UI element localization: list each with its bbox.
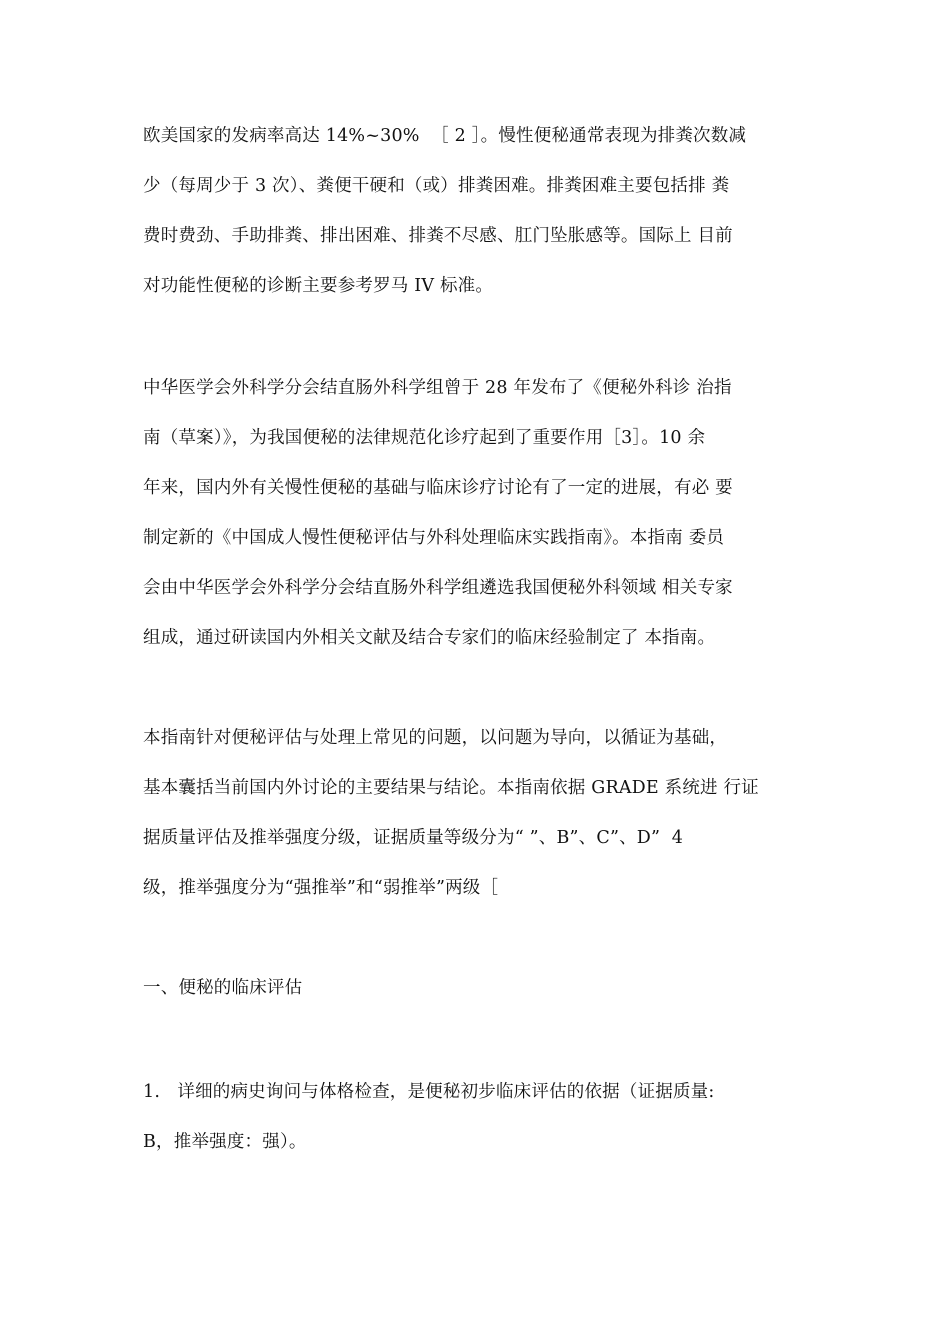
text-line: 年来，国内外有关慢性便秘的基础与临床诊疗讨论有了一定的进展，有必 要 — [143, 478, 733, 498]
text-line: B，推举强度：强）。 — [143, 1132, 307, 1152]
text-line: 基本囊括当前国内外讨论的主要结果与结论。本指南依据 GRADE 系统进 行证 — [143, 778, 759, 798]
text-line: 1. 详细的病史询问与体格检查，是便秘初步临床评估的依据（证据质量: — [143, 1082, 715, 1102]
text-line: 欧美国家的发病率高达 14%~30% ［ 2 ］。慢性便秘通常表现为排粪次数减 — [143, 126, 747, 146]
text-line: 据质量评估及推举强度分级，证据质量等级分为“ ”、B”、C”、D” 4 — [143, 828, 684, 848]
text-line: 本指南针对便秘评估与处理上常见的问题，以问题为导向，以循证为基础， — [143, 728, 728, 748]
text-line: 少（每周少于 3 次）、粪便干硬和（或）排粪困难。排粪困难主要包括排 粪 — [143, 176, 730, 196]
text-line: 制定新的《中国成人慢性便秘评估与外科处理临床实践指南》。本指南 委员 — [143, 528, 725, 548]
text-line: 费时费劲、手助排粪、排出困难、排粪不尽感、肛门坠胀感等。国际上 目前 — [143, 226, 733, 246]
text-line: 对功能性便秘的诊断主要参考罗马 IV 标准。 — [143, 276, 494, 296]
section-title: 一、便秘的临床评估 — [143, 978, 303, 998]
text-line: 中华医学会外科学分会结直肠外科学组曾于 28 年发布了《便秘外科诊 治指 — [143, 378, 732, 398]
text-line: 组成，通过研读国内外相关文献及结合专家们的临床经验制定了 本指南。 — [143, 628, 716, 648]
text-line: 级，推举强度分为“强推举”和“弱推举”两级［ — [143, 878, 499, 898]
text-line: 会由中华医学会外科学分会结直肠外科学组遴选我国便秘外科领域 相关专家 — [143, 578, 733, 598]
text-line: 南（草案）》，为我国便秘的法律规范化诊疗起到了重要作用［3］。10 余 — [143, 428, 706, 448]
